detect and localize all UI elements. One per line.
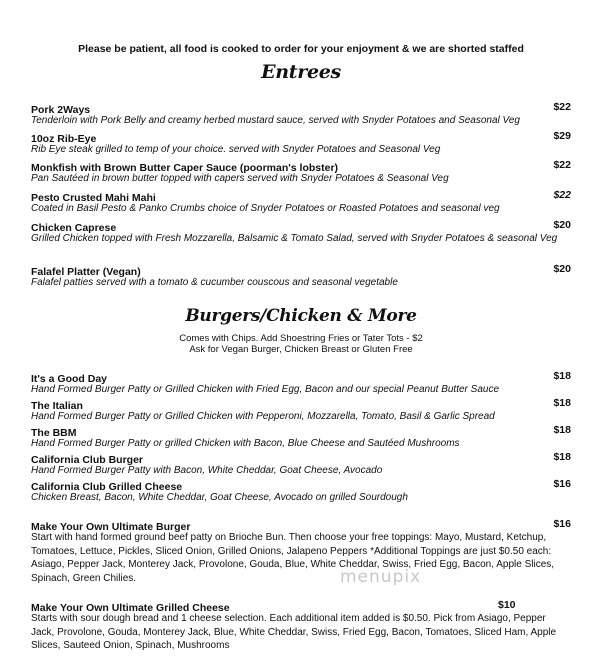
item-name: Monkfish with Brown Butter Caper Sauce (poorman's lobster) [31,162,339,174]
item-name: Pesto Crusted Mahi Mahi [31,192,156,204]
item-name: It's a Good Day [31,373,108,385]
menu-item-ultimate-burger [31,517,571,585]
item-price: $22 [553,189,571,201]
menupix-watermark: menupix [340,567,422,587]
item-description: Coated in Basil Pesto & Panko Crumbs choice of Snyder Potatoes or Roasted Potatoes and seasonal veg [31,203,500,214]
menu-item-california-club-grilled-cheese [31,477,571,505]
item-name: 10oz Rib-Eye [31,133,97,145]
item-description: Rib Eye steak grilled to temp of your choice. served with Snyder Potatoes and Seasonal Veg [31,144,441,155]
item-price: $18 [553,424,571,436]
burgers-heading: Burgers/Chicken & More [185,306,417,326]
item-price: $18 [553,451,571,463]
menu-item-good-day [31,369,571,397]
item-price: $10 [498,599,516,611]
staffing-notice: Please be patient, all food is cooked to order for your enjoyment & we are shorted staffed [78,43,524,55]
item-price: $18 [553,397,571,409]
menu-item-california-club-burger [31,450,571,478]
item-name: The BBM [31,427,77,439]
item-description: Starts with sour dough bread and 1 cheese selection. Each additional item added is $0.50. Pick from Asiago, Pepper Jack, Provolone, Gouda, Monterey Jack, Blue, White Cheddar, Swiss, Fried Egg, Bacon, Tomatoes, Sliced Ham, Apple Slices, Sauteed Onion, Spinach, Mushrooms [31,613,557,651]
item-name: Make Your Own Ultimate Grilled Cheese [31,602,230,614]
item-price: $29 [553,130,571,142]
menu-item-rib-eye [31,129,571,157]
item-price: $20 [553,219,571,231]
menu-item-monkfish [31,158,571,186]
item-description: Pan Sautéed in brown butter topped with capers served with Snyder Potatoes & Seasonal Veg [31,173,449,184]
item-name: Falafel Platter (Vegan) [31,266,141,278]
item-description: Chicken Breast, Bacon, White Cheddar, Goat Cheese, Avocado on grilled Sourdough [31,492,408,503]
item-description: Hand Formed Burger Patty or Grilled Chicken with Pepperoni, Mozzarella, Tomato, Basil & Garlic Spread [31,411,495,422]
burgers-subtitle-sides: Comes with Chips. Add Shoestring Fries or Tater Tots - $2 [179,333,423,344]
item-description: Falafel patties served with a tomato & cucumber couscous and seasonal vegetable [31,277,398,288]
item-price: $16 [553,518,571,530]
item-name: Pork 2Ways [31,104,91,116]
item-description: Hand Formed Burger Patty with Bacon, White Cheddar, Goat Cheese, Avocado [31,465,383,476]
item-name: Make Your Own Ultimate Burger [31,521,191,533]
item-name: California Club Burger [31,454,144,466]
menu-item-pork-2ways [31,100,571,128]
menu-item-italian [31,396,571,424]
menu-item-ultimate-grilled-cheese [31,598,571,653]
item-price: $16 [553,478,571,490]
item-description: Tenderloin with Pork Belly and creamy herbed mustard sauce, served with Snyder Potatoes and Seasonal Veg [31,115,520,126]
menu-item-falafel-platter [31,262,571,290]
burgers-subtitle-options: Ask for Vegan Burger, Chicken Breast or Gluten Free [189,344,413,355]
menu-item-bbm [31,423,571,451]
item-description: Hand Formed Burger Patty or grilled Chicken with Bacon, Blue Cheese and Sautéed Mushrooms [31,438,460,449]
item-price: $22 [553,159,571,171]
item-description: Grilled Chicken topped with Fresh Mozzarella, Balsamic & Tomato Salad, served with Snyder Potatoes & seasonal Veg [31,233,558,244]
item-name: The Italian [31,400,83,412]
item-price: $18 [553,370,571,382]
item-price: $20 [553,263,571,275]
item-name: Chicken Caprese [31,222,117,234]
menu-item-mahi-mahi [31,188,571,216]
menu-item-chicken-caprese [31,218,571,246]
item-price: $22 [553,101,571,113]
item-description: Start with hand formed ground beef patty on Brioche Bun. Then choose your free toppings: Mayo, Mustard, Ketchup, Tomatoes, Lettuce, Pickles, Sliced Onion, Grilled Onions, Jalapeno Peppers *Additional Toppings are just $0.50 each: Asiago, Pepper Jack, Monterey Jack, Provolone, Gouda, Blue, White Cheddar, Swiss, Fried Egg, Bacon, Apple Slices, Spinach, Green Chilies. [31,532,555,584]
entrees-heading: Entrees [261,61,341,83]
item-name: California Club Grilled Cheese [31,481,183,493]
item-description: Hand Formed Burger Patty or Grilled Chicken with Fried Egg, Bacon and our special Peanut Butter Sauce [31,384,500,395]
